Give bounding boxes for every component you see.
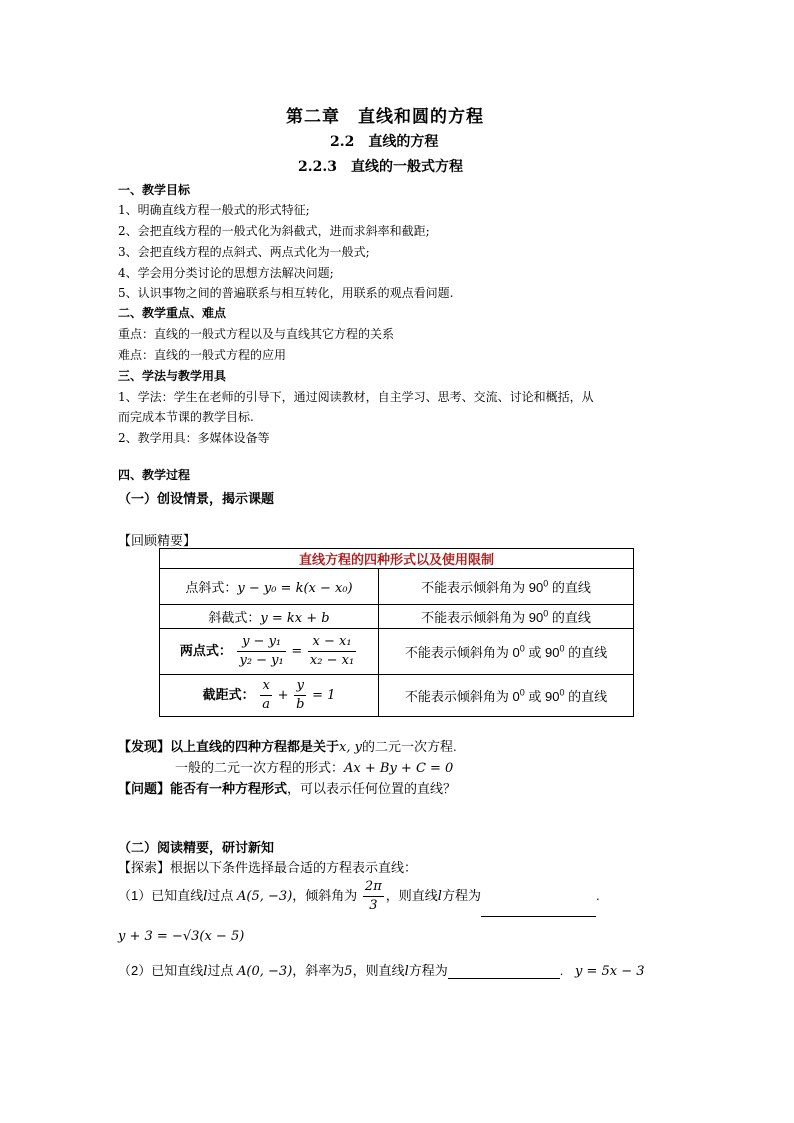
form-cell: 斜截式：y = kx + b [160, 605, 379, 629]
form-cell: 截距式： $\frac{x}{a}$ + $\frac{y}{b}$ = 1 [160, 675, 379, 717]
forms-table [159, 548, 634, 717]
difficult-point: 难点：直线的一般式方程的应用 [118, 348, 287, 362]
objectives-heading: 一、教学目标 [118, 183, 191, 197]
answer-1: y + 3 = −√3(x − 5) [118, 929, 245, 944]
method-line: 而完成本节课的教学目标. [118, 410, 254, 424]
answer-2: y = 5x − 3 [575, 964, 645, 979]
general-form-line: 一般的二元一次方程的形式：Ax + By + C = 0 [175, 760, 454, 776]
objective-item: 5、认识事物之间的普遍联系与相互转化，用联系的观点看问题. [118, 286, 454, 300]
objective-item: 2、会把直线方程的一般式化为斜截式，进而求斜率和截距; [118, 224, 430, 238]
explore-line: 【探索】根据以下条件选择最合适的方程表示直线： [118, 860, 418, 875]
objective-item: 3、会把直线方程的点斜式、两点式化为一般式; [118, 245, 370, 259]
question-line: 【问题】能否有一种方程形式，可以表示任何位置的直线？ [118, 781, 457, 796]
form-cell: 两点式： $\frac{\text{y − y₁}}{\text{y₂ − y₁}}$ = $\frac{\text{x − x₁}}{\text{x₂ − x₁}}$ [160, 629, 379, 675]
review-label: 【回顾精要】 [118, 533, 197, 548]
discovery-line: 【发现】以上直线的四种方程都是关于x, y的二元一次方程. [118, 739, 457, 755]
methods-heading: 三、学法与教学用具 [118, 369, 227, 383]
limit-cell: 不能表示倾斜角为 $90^0$ 的直线 [379, 605, 634, 629]
part1-heading: （一）创设情景，揭示课题 [118, 492, 275, 507]
table-row [160, 629, 634, 675]
objective-item: 1、明确直线方程一般式的形式特征; [118, 203, 310, 217]
chapter-title: 第二章 直线和圆的方程 [286, 107, 484, 127]
objective-item: 4、学会用分类讨论的思想方法解决问题; [118, 266, 334, 280]
limit-cell: 不能表示倾斜角为 $0^0$ 或 $90^0$ 的直线 [379, 629, 634, 675]
keypoints-heading: 二、教学重点、难点 [118, 306, 227, 320]
question-2: （2）已知直线l过点 A(0, −3)，斜率为5，则直线l方程为 . y = 5x − 3 [118, 963, 645, 979]
table-row [160, 569, 634, 605]
process-heading: 四、教学过程 [118, 468, 191, 482]
key-point: 重点：直线的一般式方程以及与直线其它方程的关系 [118, 327, 395, 341]
table-header: 直线方程的四种形式以及使用限制 [160, 549, 634, 569]
method-line: 2、教学用具：多媒体设备等 [118, 431, 270, 445]
subsection-title: 2.2.3 直线的一般式方程 [298, 159, 463, 175]
part2-heading: （二）阅读精要，研讨新知 [118, 841, 275, 856]
question-1: （1）已知直线l过点 A(5, −3)，倾斜角为 $\frac{2\pi}{3}$ ，则直线l方程为 . [118, 876, 600, 917]
form-cell: 点斜式：y − y₀ = k(x − x₀) [160, 569, 379, 605]
method-line: 1、学法：学生在老师的引导下，通过阅读教材，自主学习、思考、交流、讨论和概括，从 [118, 390, 594, 404]
answer-blank[interactable] [448, 978, 560, 979]
section-title: 2.2 直线的方程 [330, 134, 439, 150]
table-row [160, 675, 634, 717]
answer-blank[interactable] [481, 916, 596, 917]
limit-cell: 不能表示倾斜角为 $0^0$ 或 $90^0$ 的直线 [379, 675, 634, 717]
limit-cell: 不能表示倾斜角为 $90^0$ 的直线 [379, 569, 634, 605]
table-row [160, 605, 634, 629]
